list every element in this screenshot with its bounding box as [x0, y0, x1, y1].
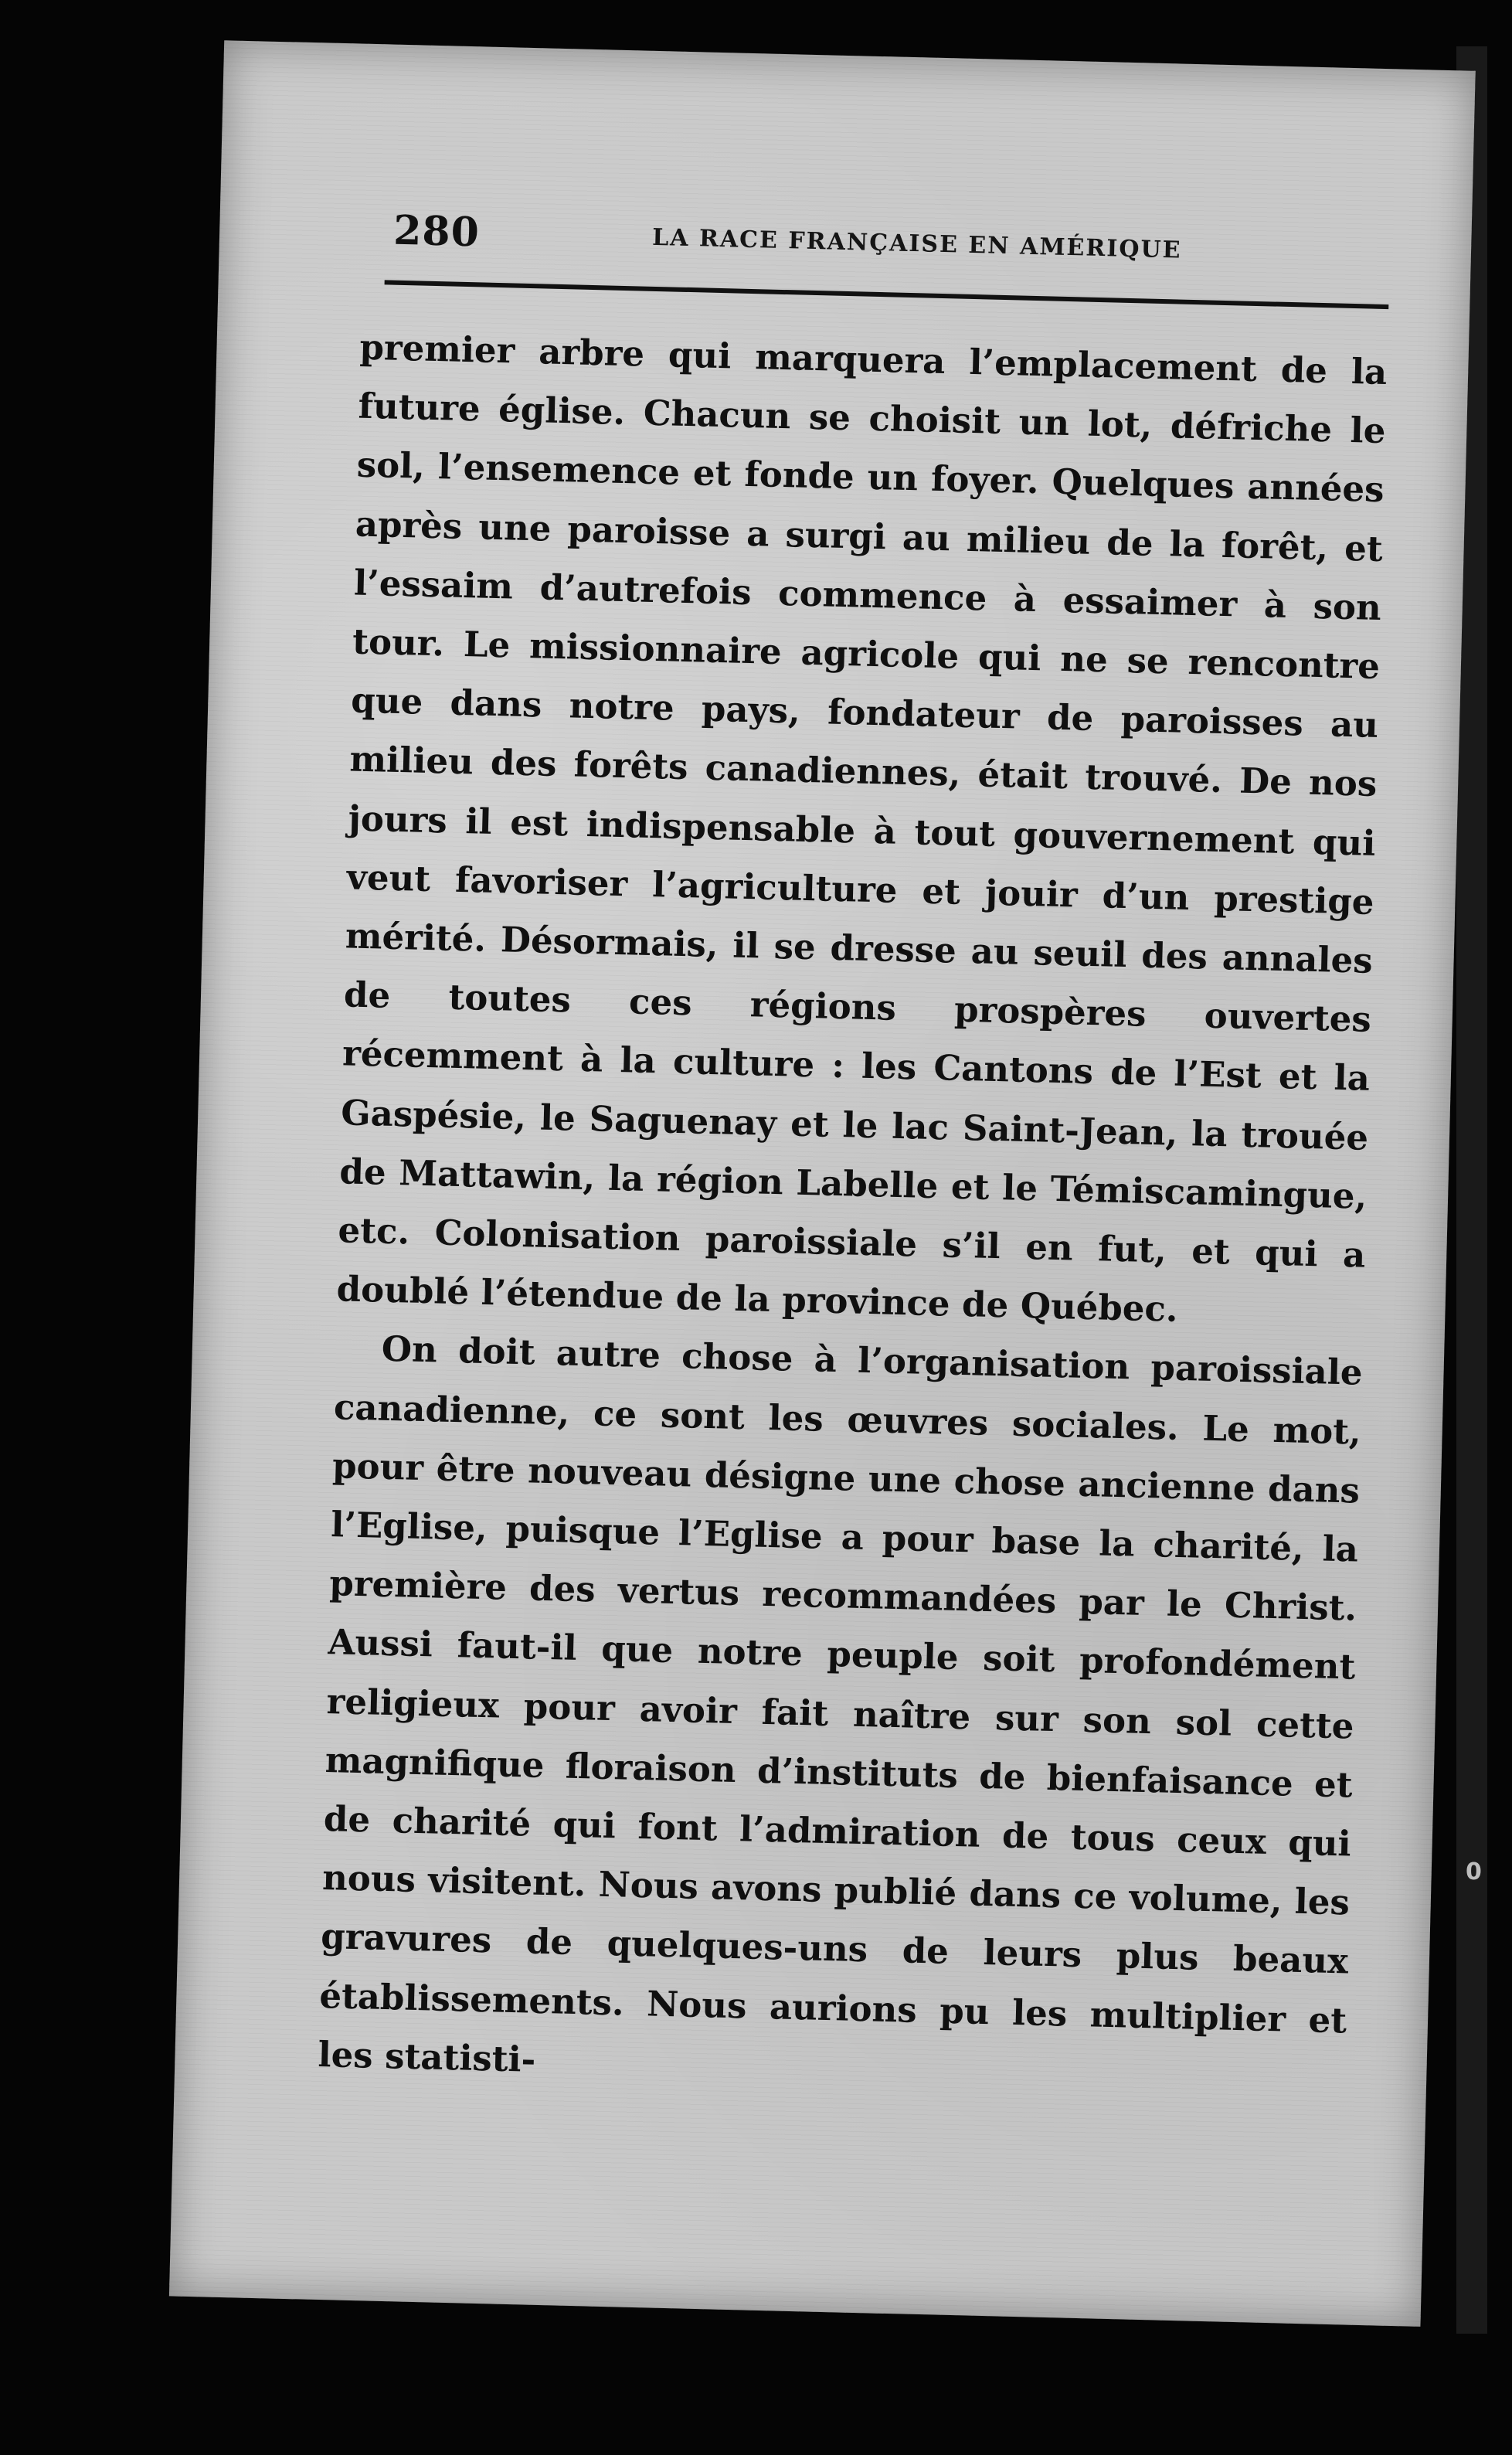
- book-page: [169, 40, 1476, 2327]
- adjacent-page-fragment: 0: [1466, 1858, 1482, 1885]
- body-text: [318, 318, 1388, 2110]
- paragraph-2: On doit autre chose à l’organisation paroissiale canadienne, ce sont les œuvres sociales. Le mot, pour être nouveau désigne une chose ancienne dans l’Eglise, puisque l’Eglise a pour base la charité, la première des vertus recommandées par le Christ. Aussi faut-il que notre peuple soit profondément religieux pour avoir fait naître sur son sol cette magnifique floraison d’instituts de bienfaisance et de charité qui font l’admiration de tous ceux qui nous visitent. Nous avons publié dans ce volume, les gravures de quelques-uns de leurs plus beaux établissements. Nous aurions pu les multiplier et les statisti-: [317, 1328, 1364, 2080]
- page-header: [392, 207, 1398, 294]
- page-number: 280: [392, 206, 481, 257]
- running-head: LA RACE FRANÇAISE EN AMÉRIQUE: [651, 223, 1182, 264]
- paragraph-1: premier arbre qui marquera l’emplacement de la future église. Chacun se choisit un lot, défriche le sol, l’ensemence et fonde un foyer. Quelques années après une paroisse a surgi au milieu de la forêt, et l’essaim d’autrefois commence à essaimer à son tour. Le missionnaire agricole qui ne se rencontre que dans notre pays, fondateur de paroisses au milieu des forêts canadiennes, était trouvé. De nos jours il est indispensable à tout gouvernement qui veut favoriser l’agriculture et jouir d’un prestige mérité. Désormais, il se dresse au seuil des annales de toutes ces régions prospères ouvertes récemment à la culture : les Cantons de l’Est et la Gaspésie, le Saguenay et le lac Saint-Jean, la trouée de Mattawin, la région Labelle et le Témiscamingue, etc. Colonisation paroissiale s’il en fut, et qui a doublé l’étendue de la province de Québec.: [336, 326, 1388, 1331]
